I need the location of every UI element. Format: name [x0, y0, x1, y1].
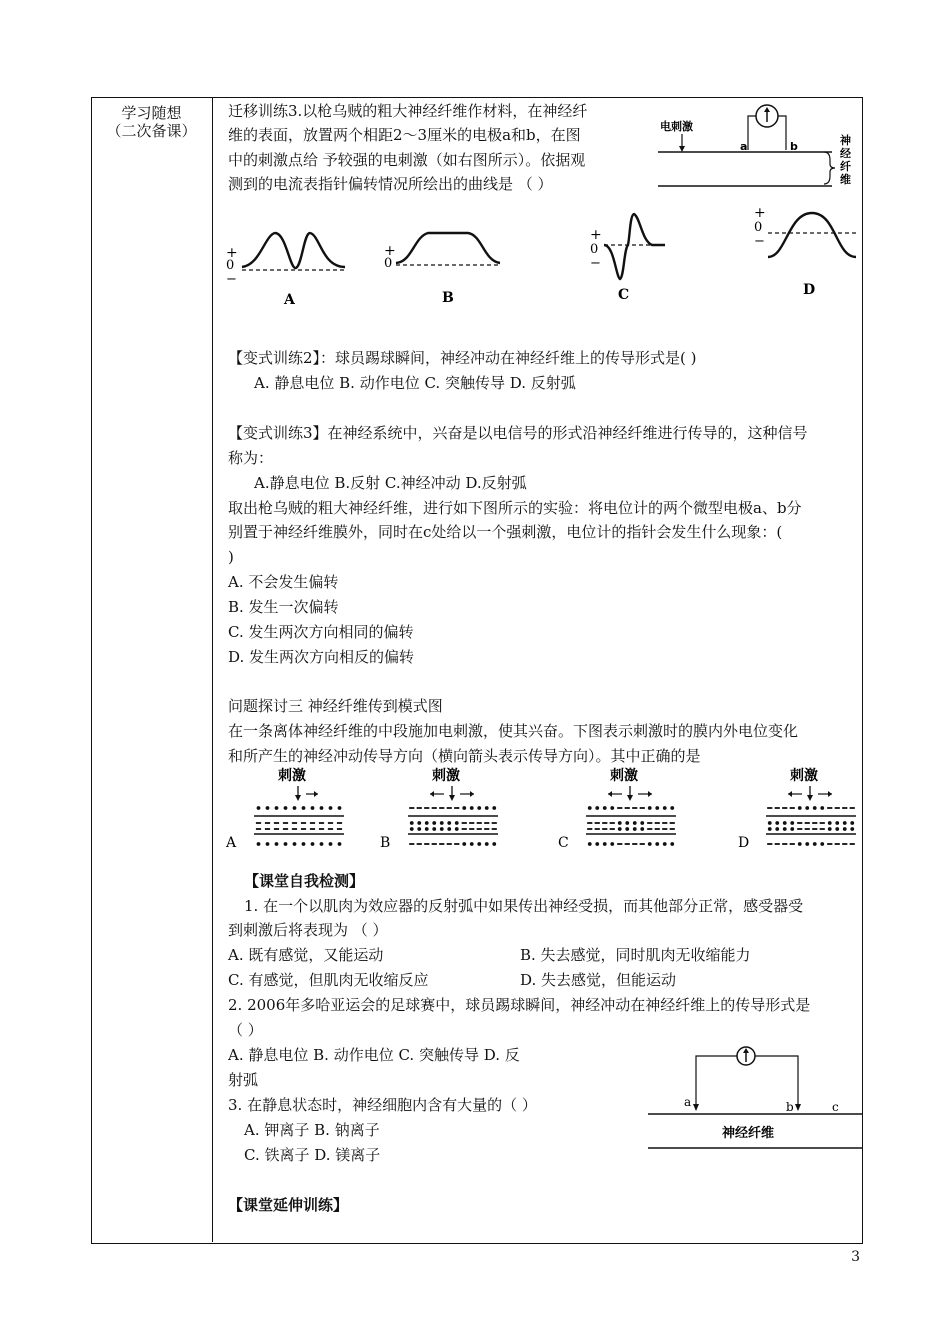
transfer3-line1: 迁移训练3.以枪乌贼的粗大神经纤维作材料，在神经纤 [228, 102, 588, 120]
svg-text:+: + [754, 205, 766, 221]
membrane-diagram-b [380, 767, 498, 851]
transfer3-line3: 中的刺激点给 予较强的电刺激（如右图所示）。依据观 [228, 151, 586, 169]
sidebar-column [91, 97, 213, 1242]
variant2-options: A. 静息电位 B. 动作电位 C. 突触传导 D. 反射弧 [254, 374, 576, 392]
option-label: A [226, 835, 237, 851]
variant3-option-b: B. 发生一次偏转 [228, 598, 339, 616]
curve-c [590, 214, 665, 303]
svg-text:C: C [618, 287, 630, 303]
selfcheck-title: 【课堂自我检测】 [244, 872, 365, 890]
diagram-stim-label: 电刺激 [660, 120, 693, 133]
svg-text:+: + [226, 245, 238, 261]
svg-text:0: 0 [226, 258, 235, 273]
variant2-question: 【变式训练2】：球员踢球瞬间，神经冲动在神经纤维上的传导形式是( ) [228, 349, 697, 367]
sidebar-title: 学习随想 [121, 104, 182, 122]
topic3-line1: 在一条离体神经纤维的中段施加电刺激，使其兴奋。下图表示刺激时的膜内外电位变化 [228, 722, 799, 740]
q1-option-b: B. 失去感觉，同时肌肉无收缩能力 [520, 946, 751, 964]
svg-text:0: 0 [384, 256, 393, 271]
stim-label: 刺激 [610, 768, 638, 784]
membrane-diagram-a [225, 767, 344, 851]
fiber-label-3: 纤 [840, 160, 851, 173]
transfer3-line2: 维的表面，放置两个相距2～3厘米的电极a和b，在图 [228, 126, 581, 144]
q1-line1: 1. 在一个以肌肉为效应器的反射弧中如果传出神经受损，而其他部分正常，感受器受 [244, 897, 804, 915]
extension-title: 【课堂延伸训练】 [228, 1196, 349, 1214]
page-number: 3 [851, 1249, 860, 1265]
membrane-diagram-c [558, 767, 676, 851]
variant3-options: A.静息电位 B.反射 C.神经冲动 D.反射弧 [254, 474, 527, 492]
svg-text:B: B [442, 290, 454, 306]
q2-line1: 2. 2006年多哈亚运会的足球赛中，球员踢球瞬间，神经冲动在神经纤维上的传导形式是 [228, 996, 811, 1014]
topic3-line2: 和所产生的神经冲动传导方向（横向箭头表示传导方向）。其中正确的是 [228, 747, 701, 765]
svg-text:−: − [226, 272, 237, 287]
fiber-stimulus-diagram [652, 98, 862, 198]
stim-label: 刺激 [278, 768, 306, 784]
q3-options-1: A. 钾离子 B. 钠离子 [244, 1121, 380, 1139]
option-label: D [738, 835, 750, 851]
fiber-label-2: 经 [840, 147, 851, 160]
q2-line2: （ ） [228, 1021, 263, 1039]
stim-label: 刺激 [790, 768, 818, 784]
svg-text:D: D [803, 282, 816, 298]
membrane-diagrams [222, 764, 862, 856]
curve-a [226, 233, 345, 308]
svg-text:+: + [384, 243, 396, 259]
variant3-q-line1: 取出枪乌贼的粗大神经纤维，进行如下图所示的实验：将电位计的两个微型电极a、b分 [228, 499, 802, 517]
stim-label: 刺激 [432, 768, 460, 784]
svg-text:−: − [590, 256, 601, 271]
variant3-option-d: D. 发生两次方向相反的偏转 [228, 648, 415, 666]
option-label: B [380, 835, 391, 851]
curve-d [754, 205, 858, 298]
electrode-a-label: a [740, 140, 748, 153]
q1-option-a: A. 既有感觉，又能运动 [228, 946, 384, 964]
svg-text:A: A [284, 292, 295, 308]
electrode-fiber-diagram [646, 1040, 864, 1152]
curve-b [384, 233, 500, 306]
q1-line2: 到刺激后将表现为 （ ） [228, 921, 388, 939]
q2-options-cont: 射弧 [228, 1071, 259, 1089]
topic3-title: 问题探讨三 神经纤维传到模式图 [228, 697, 443, 715]
point-c: c [832, 1100, 839, 1114]
variant3-line1: 【变式训练3】在神经系统中，兴奋是以电信号的形式沿神经纤维进行传导的，这种信号 [228, 424, 808, 442]
variant3-q-line2: 别置于神经纤维膜外，同时在c处给以一个强刺激，电位计的指针会发生什么现象：( [228, 523, 783, 541]
membrane-diagram-d [738, 767, 856, 851]
q1-option-d: D. 失去感觉，但能运动 [520, 971, 677, 989]
variant3-option-a: A. 不会发生偏转 [228, 573, 339, 591]
electrode-b-label: b [790, 140, 798, 153]
svg-text:−: − [754, 234, 765, 249]
variant3-q-line3: ) [228, 548, 234, 566]
curve-options [220, 205, 860, 310]
svg-text:0: 0 [754, 220, 763, 235]
electrode-b: b [786, 1100, 794, 1114]
variant3-line2: 称为： [228, 449, 274, 467]
q3-line1: 3. 在静息状态时，神经细胞内含有大量的（ ） [228, 1096, 537, 1114]
q1-option-c: C. 有感觉，但肌肉无收缩反应 [228, 971, 429, 989]
fiber-label-1: 神 [840, 134, 851, 147]
electrode-a: a [684, 1095, 692, 1109]
q3-options-2: C. 铁离子 D. 镁离子 [244, 1146, 381, 1164]
q2-options: A. 静息电位 B. 动作电位 C. 突触传导 D. 反 [228, 1046, 520, 1064]
transfer3-line4: 测到的电流表指针偏转情况所绘出的曲线是 （ ） [228, 175, 553, 193]
svg-text:+: + [590, 227, 602, 243]
variant3-option-c: C. 发生两次方向相同的偏转 [228, 623, 414, 641]
fiber-label-4: 维 [840, 173, 851, 186]
option-label: C [558, 835, 569, 851]
sidebar-subtitle: （二次备课） [106, 122, 197, 140]
fiber-label: 神经纤维 [722, 1126, 775, 1141]
svg-text:0: 0 [590, 242, 599, 257]
